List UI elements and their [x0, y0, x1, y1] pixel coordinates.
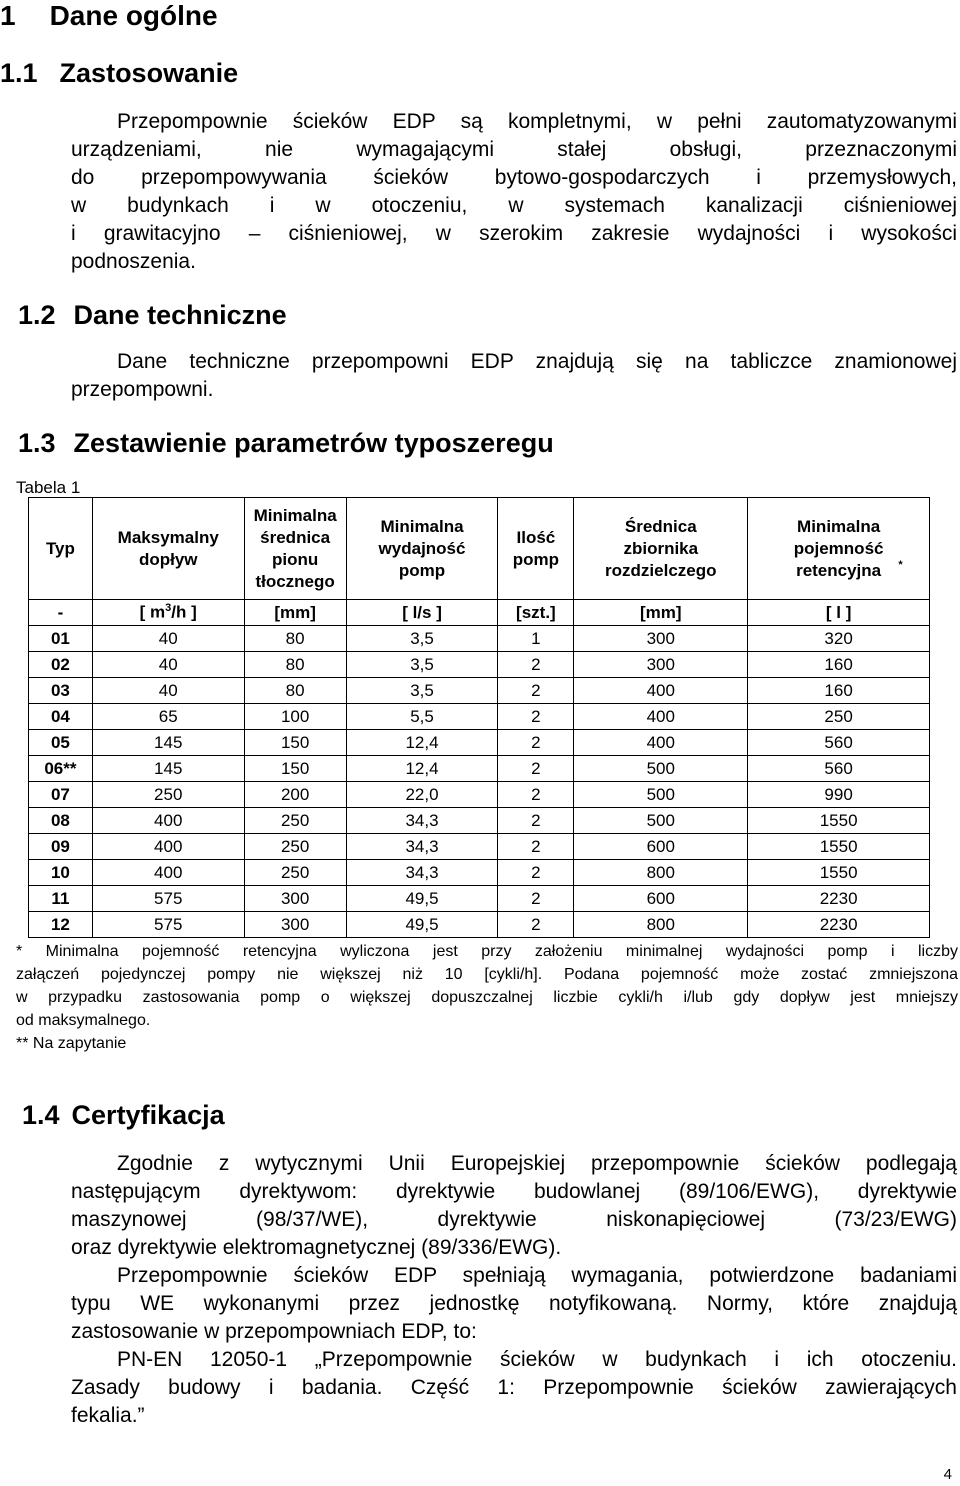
table-cell: 990	[748, 782, 930, 808]
table-cell: 400	[92, 860, 244, 886]
table-cell: 2	[498, 808, 574, 834]
paragraph-line: Dane techniczne przepompowni EDP znajdują się na tabliczce znamionowej	[117, 350, 957, 373]
table-cell-typ: 06**	[29, 756, 93, 782]
header-min-pump-capacity: Minimalna wydajność pomp	[346, 498, 498, 600]
table-cell: 400	[574, 730, 748, 756]
table-cell: 100	[244, 704, 346, 730]
table-cell-typ: 02	[29, 652, 93, 678]
table-cell-typ: 11	[29, 886, 93, 912]
table-cell: 1550	[748, 834, 930, 860]
header-min-pipe-diameter: Minimalna średnica pionu tłocznego	[244, 498, 346, 600]
table-cell: 2	[498, 704, 574, 730]
page-number: 4	[943, 1466, 952, 1483]
unit-diameter: [mm]	[244, 600, 346, 626]
table-cell: 250	[244, 834, 346, 860]
table-cell: 2	[498, 756, 574, 782]
section-1-3-title: Zestawienie parametrów typoszeregu	[73, 428, 554, 458]
paragraph-line: podnoszenia.	[71, 250, 196, 273]
footnote-line: w przypadku zastosowania pomp o większej dopuszczalnej liczbie cykli/h i/lub gdy dopływ jest mniejszy	[16, 989, 958, 1006]
table-row	[29, 704, 930, 730]
table-row	[29, 626, 930, 652]
section-1-1-title: Zastosowanie	[59, 58, 239, 88]
table-cell: 2	[498, 782, 574, 808]
table-cell: 22,0	[346, 782, 498, 808]
section-1-2-title: Dane techniczne	[73, 300, 287, 330]
table-cell: 80	[244, 626, 346, 652]
table-cell: 500	[574, 756, 748, 782]
table-cell: 34,3	[346, 834, 498, 860]
table-cell: 150	[244, 756, 346, 782]
table-cell: 575	[92, 912, 244, 938]
section-1-1-paragraph	[71, 108, 957, 276]
table-cell: 3,5	[346, 626, 498, 652]
table-cell: 2	[498, 912, 574, 938]
table-cell: 65	[92, 704, 244, 730]
table-cell: 400	[92, 834, 244, 860]
table-cell: 160	[748, 678, 930, 704]
table-cell: 400	[574, 704, 748, 730]
footnote-line: * Minimalna pojemność retencyjna wyliczona jest przy założeniu minimalnej wydajności pomp i liczby	[16, 943, 958, 960]
table-cell: 200	[244, 782, 346, 808]
section-1-3-heading	[18, 428, 554, 459]
table-cell-typ: 08	[29, 808, 93, 834]
table-cell: 800	[574, 912, 748, 938]
section-1-4-heading	[22, 1100, 225, 1131]
table-cell: 40	[92, 678, 244, 704]
section-1-3-number: 1.3	[18, 428, 56, 458]
footnote-marker: *	[898, 558, 903, 571]
table-cell: 150	[244, 730, 346, 756]
table-cell: 5,5	[346, 704, 498, 730]
table-cell: 600	[574, 886, 748, 912]
section-1-2-number: 1.2	[18, 300, 56, 330]
paragraph-line: Przepompownie ścieków EDP spełniają wymagania, potwierdzone badaniami	[117, 1264, 957, 1287]
table-cell-typ: 07	[29, 782, 93, 808]
table-cell: 3,5	[346, 652, 498, 678]
table-row	[29, 886, 930, 912]
paragraph-line: PN-EN 12050-1 „Przepompownie ścieków w budynkach i ich otoczeniu.	[117, 1348, 957, 1371]
table-cell: 600	[574, 834, 748, 860]
paragraph-line: zastosowanie w przepompowniach EDP, to:	[71, 1320, 477, 1343]
paragraph-line: typu WE wykonanymi przez jednostkę notyfikowaną. Normy, które znajdują	[71, 1292, 957, 1315]
header-typ: Typ	[29, 498, 93, 600]
table-cell: 575	[92, 886, 244, 912]
paragraph-line: przepompowni.	[71, 378, 214, 401]
footnote-line: ** Na zapytanie	[16, 1035, 127, 1052]
header-max-inflow: Maksymalny dopływ	[92, 498, 244, 600]
section-1-4-paragraph	[71, 1150, 957, 1430]
table-cell: 800	[574, 860, 748, 886]
units-row	[29, 600, 930, 626]
table-row	[29, 652, 930, 678]
table-row	[29, 808, 930, 834]
paragraph-line: oraz dyrektywie elektromagnetycznej (89/336/EWG).	[71, 1236, 562, 1259]
unit-tank: [mm]	[574, 600, 748, 626]
table-cell: 40	[92, 626, 244, 652]
table-cell: 80	[244, 652, 346, 678]
table-cell: 300	[574, 652, 748, 678]
section-1-2-paragraph	[71, 348, 957, 404]
table-cell: 160	[748, 652, 930, 678]
table-cell: 145	[92, 756, 244, 782]
table-cell: 12,4	[346, 730, 498, 756]
table-cell: 560	[748, 756, 930, 782]
table-row	[29, 860, 930, 886]
table-row	[29, 912, 930, 938]
paragraph-line: i grawitacyjno – ciśnieniowej, w szerokim zakresie wydajności i wysokości	[71, 222, 957, 245]
parameters-table	[28, 497, 930, 938]
table-cell-typ: 12	[29, 912, 93, 938]
table-cell: 145	[92, 730, 244, 756]
unit-inflow: [ $m^3/h$ ]	[92, 600, 244, 626]
table-cell-typ: 03	[29, 678, 93, 704]
table-cell: 2230	[748, 912, 930, 938]
table-cell: 400	[574, 678, 748, 704]
table-cell-typ: 05	[29, 730, 93, 756]
table-cell-typ: 10	[29, 860, 93, 886]
table-cell: 2	[498, 678, 574, 704]
table-cell: 250	[244, 808, 346, 834]
table-cell: 34,3	[346, 808, 498, 834]
unit-volume: [ l ]	[748, 600, 930, 626]
table-cell: 2	[498, 860, 574, 886]
table-footnotes	[16, 940, 958, 1055]
table-cell: 3,5	[346, 678, 498, 704]
section-1-number: 1	[0, 0, 16, 31]
table-header-row	[29, 498, 930, 600]
paragraph-line: maszynowej (98/37/WE), dyrektywie niskonapięciowej (73/23/EWG)	[71, 1208, 957, 1231]
unit-count: [szt.]	[498, 600, 574, 626]
table-cell: 40	[92, 652, 244, 678]
section-1-1-heading	[0, 58, 238, 89]
table-cell: 2	[498, 652, 574, 678]
table-row	[29, 782, 930, 808]
table-cell: 49,5	[346, 912, 498, 938]
section-1-2-heading	[18, 300, 287, 331]
section-1-4-title: Certyfikacja	[71, 1100, 225, 1130]
table-cell: 2230	[748, 886, 930, 912]
table-cell: 500	[574, 782, 748, 808]
table-cell: 1550	[748, 860, 930, 886]
table-cell: 300	[244, 912, 346, 938]
unit-capacity: [ l/s ]	[346, 600, 498, 626]
section-1-title: Dane ogólne	[49, 0, 218, 31]
table-cell-typ: 04	[29, 704, 93, 730]
unit-typ: -	[29, 600, 93, 626]
header-tank-diameter: Średnica zbiornika rozdzielczego	[574, 498, 748, 600]
table-cell: 400	[92, 808, 244, 834]
paragraph-line: Zasady budowy i badania. Część 1: Przepompownie ścieków zawierających	[71, 1376, 957, 1399]
table-cell: 300	[574, 626, 748, 652]
table-cell: 34,3	[346, 860, 498, 886]
footnote-line: załączeń pojedynczej pompy nie większej niż 10 [cykli/h]. Podana pojemność może zostać zmniejszona	[16, 966, 958, 983]
table-cell: 500	[574, 808, 748, 834]
header-min-retention-volume: Minimalna pojemność retencyjna *	[748, 498, 930, 600]
table-cell: 250	[748, 704, 930, 730]
section-1-1-number: 1.1	[0, 58, 38, 88]
table-cell: 1550	[748, 808, 930, 834]
table-row	[29, 730, 930, 756]
table-cell: 49,5	[346, 886, 498, 912]
table-cell: 250	[244, 860, 346, 886]
paragraph-line: następującym dyrektywom: dyrektywie budowlanej (89/106/EWG), dyrektywie	[71, 1180, 957, 1203]
paragraph-line: w budynkach i w otoczeniu, w systemach kanalizacji ciśnieniowej	[71, 194, 957, 217]
paragraph-line: Zgodnie z wytycznymi Unii Europejskiej przepompownie ścieków podlegają	[117, 1152, 957, 1175]
paragraph-line: fekalia.”	[71, 1404, 145, 1427]
section-1-4-number: 1.4	[22, 1100, 60, 1130]
table-cell: 2	[498, 834, 574, 860]
table-cell: 560	[748, 730, 930, 756]
footnote-line: od maksymalnego.	[16, 1012, 151, 1029]
table-cell: 300	[244, 886, 346, 912]
table-cell: 12,4	[346, 756, 498, 782]
table-cell: 2	[498, 886, 574, 912]
section-1-heading	[0, 0, 218, 32]
table-cell-typ: 09	[29, 834, 93, 860]
table-cell: 2	[498, 730, 574, 756]
paragraph-line: do przepompowywania ścieków bytowo-gospodarczych i przemysłowych,	[71, 166, 957, 189]
table-row	[29, 678, 930, 704]
table-cell: 1	[498, 626, 574, 652]
paragraph-line: urządzeniami, nie wymagającymi stałej obsługi, przeznaczonymi	[71, 138, 957, 161]
table-cell: 320	[748, 626, 930, 652]
table-label: Tabela 1	[16, 478, 81, 497]
table-row	[29, 834, 930, 860]
table-cell: 80	[244, 678, 346, 704]
table-row	[29, 756, 930, 782]
table-cell: 250	[92, 782, 244, 808]
header-pump-count: Ilość pomp	[498, 498, 574, 600]
paragraph-line: Przepompownie ścieków EDP są kompletnymi, w pełni zautomatyzowanymi	[117, 110, 957, 133]
table-cell-typ: 01	[29, 626, 93, 652]
